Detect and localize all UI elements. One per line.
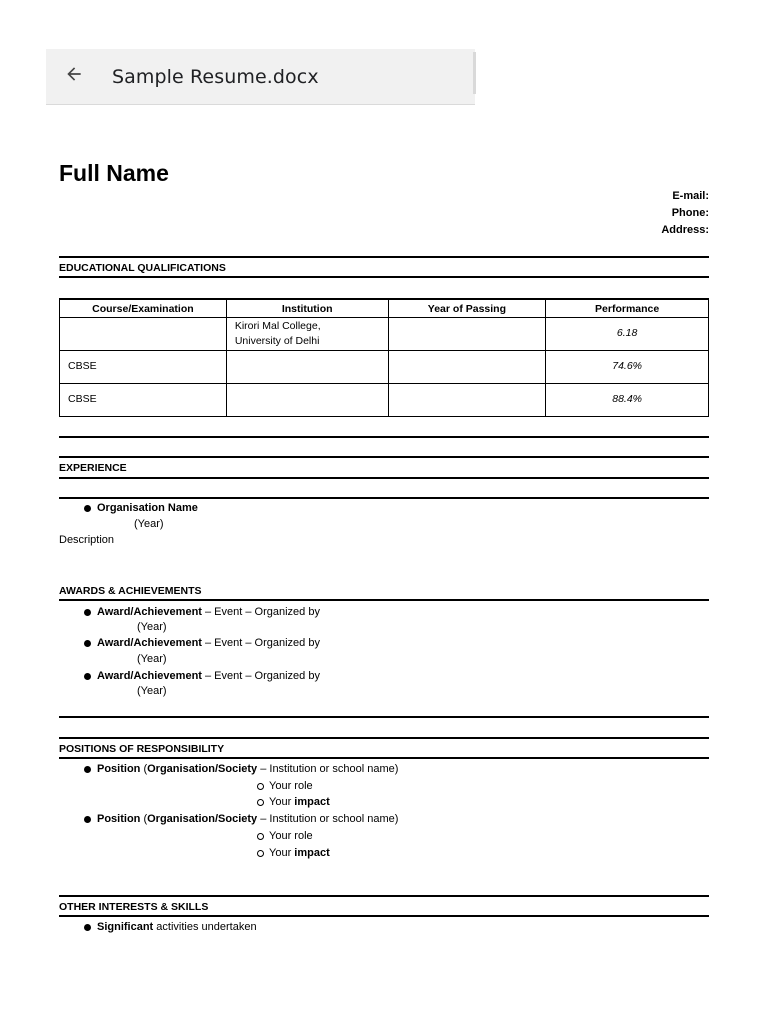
experience-year: (Year) xyxy=(134,518,164,530)
position-item xyxy=(97,813,398,825)
award-details: – Event – Organized by xyxy=(201,606,320,618)
position-org: Organisation/Society xyxy=(147,763,258,775)
section-rule xyxy=(59,456,709,458)
award-name: Award/Achievement xyxy=(97,637,202,649)
address-label: Address: xyxy=(661,224,709,236)
institution-cell xyxy=(226,383,388,416)
interest-bold: Significant xyxy=(97,921,154,933)
year-cell xyxy=(388,350,546,383)
table-row xyxy=(60,383,709,416)
section-rule xyxy=(59,895,709,897)
section-rule xyxy=(59,276,709,278)
organisation-name: Organisation Name xyxy=(97,502,198,514)
experience-title: EXPERIENCE xyxy=(59,462,127,474)
section-rule xyxy=(59,436,709,438)
course-cell xyxy=(60,317,227,350)
course-cell: CBSE xyxy=(60,350,227,383)
position-name: Position xyxy=(97,763,141,775)
column-header: Course/Examination xyxy=(60,299,227,317)
institution-line: Kirori Mal College, xyxy=(234,319,321,332)
education-table xyxy=(59,298,709,417)
institution-cell xyxy=(226,317,388,350)
institution-line: University of Delhi xyxy=(234,334,320,347)
document-title: Sample Resume.docx xyxy=(112,65,319,88)
positions-title: POSITIONS OF RESPONSIBILITY xyxy=(59,743,225,755)
award-year: (Year) xyxy=(137,653,167,665)
column-header: Year of Passing xyxy=(388,299,546,317)
table-row xyxy=(60,317,709,350)
performance-cell: 74.6% xyxy=(546,350,709,383)
award-name: Award/Achievement xyxy=(97,670,202,682)
institution-cell xyxy=(226,350,388,383)
position-impact xyxy=(269,796,330,808)
column-header: Institution xyxy=(226,299,388,317)
year-cell xyxy=(388,383,546,416)
award-item xyxy=(97,606,320,618)
performance-cell: 88.4% xyxy=(546,383,709,416)
column-header: Performance xyxy=(546,299,709,317)
award-details: – Event – Organized by xyxy=(201,637,320,649)
section-rule xyxy=(59,599,709,601)
award-year: (Year) xyxy=(137,685,167,697)
table-header-row xyxy=(60,299,709,317)
email-label: E-mail: xyxy=(672,190,709,202)
position-paren: ( xyxy=(140,763,148,775)
position-org: Organisation/Society xyxy=(147,813,258,825)
performance-cell: 6.18 xyxy=(546,317,709,350)
position-institution: – Institution or school name) xyxy=(257,763,399,775)
section-rule xyxy=(59,256,709,258)
impact-word: impact xyxy=(294,847,330,859)
section-rule xyxy=(59,915,709,917)
award-item xyxy=(97,670,320,682)
award-details: – Event – Organized by xyxy=(201,670,320,682)
impact-word: impact xyxy=(294,796,330,808)
section-rule xyxy=(59,757,709,759)
impact-prefix: Your xyxy=(269,796,295,808)
position-role: Your role xyxy=(269,780,313,792)
interests-title: OTHER INTERESTS & SKILLS xyxy=(59,901,209,913)
section-rule xyxy=(59,477,709,479)
awards-title: AWARDS & ACHIEVEMENTS xyxy=(59,585,202,597)
phone-label: Phone: xyxy=(671,207,709,219)
award-name: Award/Achievement xyxy=(97,606,202,618)
position-paren: ( xyxy=(140,813,148,825)
position-item xyxy=(97,763,398,775)
education-title: EDUCATIONAL QUALIFICATIONS xyxy=(59,262,226,274)
position-impact xyxy=(269,847,330,859)
position-institution: – Institution or school name) xyxy=(257,813,399,825)
year-cell xyxy=(388,317,546,350)
section-rule xyxy=(59,497,709,499)
table-row xyxy=(60,350,709,383)
impact-prefix: Your xyxy=(269,847,295,859)
position-name: Position xyxy=(97,813,141,825)
section-rule xyxy=(59,737,709,739)
award-year: (Year) xyxy=(137,621,167,633)
interest-item xyxy=(97,921,257,933)
position-role: Your role xyxy=(269,830,313,842)
interest-text: activities undertaken xyxy=(153,921,257,933)
experience-description: Description xyxy=(59,534,115,546)
award-item xyxy=(97,637,320,649)
full-name: Full Name xyxy=(59,160,169,186)
course-cell: CBSE xyxy=(60,383,227,416)
section-rule xyxy=(59,716,709,718)
